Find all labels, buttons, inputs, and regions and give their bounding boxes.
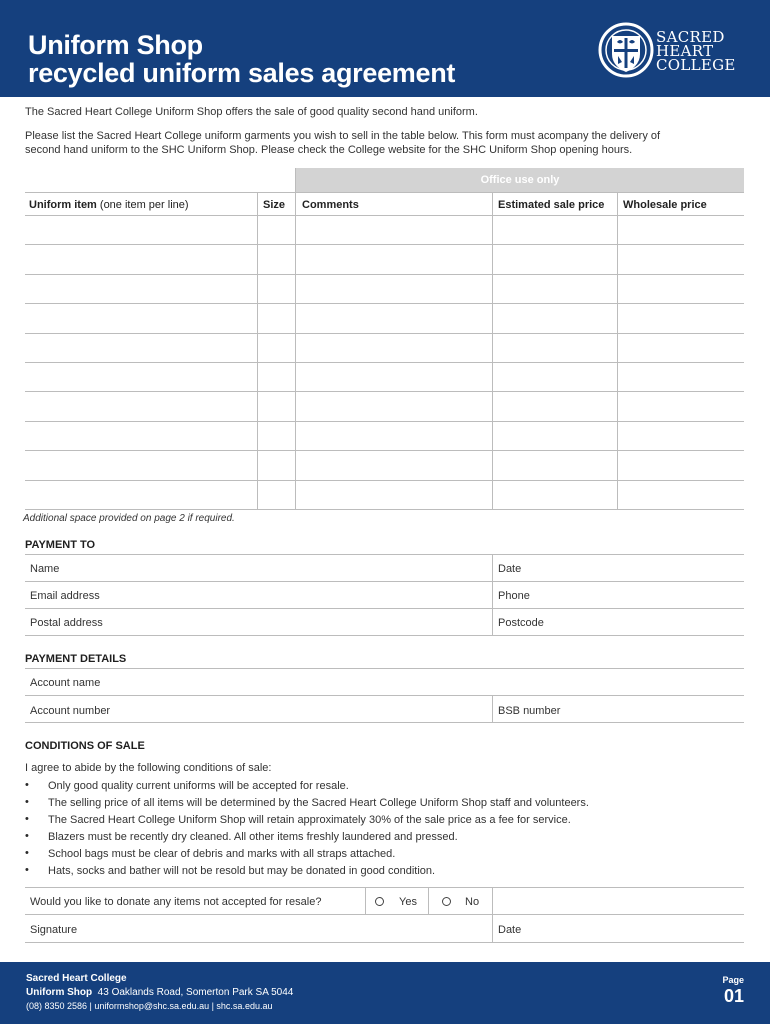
divider [25,722,744,723]
logo-text-heart: HEART [656,42,714,60]
footer-shop-line [26,987,293,998]
conditions-intro: I agree to abide by the following conditions of sale: [25,762,272,774]
footer-shop: Uniform Shop [26,987,93,998]
email-field[interactable]: Email address [30,590,100,602]
table-row[interactable] [25,275,744,303]
postal-address-field[interactable]: Postal address [30,617,103,629]
condition-item: The Sacred Heart College Uniform Shop will retain approximately 30% of the sale price as a fee for service. [48,814,571,826]
divider [428,887,429,914]
donate-question: Would you like to donate any items not accepted for resale? [30,896,322,908]
college-crest-icon [598,20,654,80]
conditions-heading: CONDITIONS OF SALE [25,740,145,752]
title-line-2: recycled uniform sales agreement [28,58,456,88]
payment-to-heading: PAYMENT TO [25,539,96,551]
table-row[interactable] [25,422,744,450]
intro-line-3: second hand uniform to the SHC Uniform Shop. Please check the College website for the SHC Uniform Shop opening hours. [25,144,633,156]
table-row[interactable] [25,334,744,362]
table-row[interactable] [25,363,744,391]
divider [25,695,744,696]
donate-yes-label: Yes [399,896,417,908]
account-name-field[interactable]: Account name [30,677,101,689]
divider [25,635,744,636]
table-row[interactable] [25,304,744,332]
name-field[interactable]: Name [30,563,60,575]
page-footer [0,962,770,1024]
divider [492,695,493,722]
col-comments: Comments [302,199,359,211]
col-uniform-item-label: Uniform item [29,199,97,211]
divider [492,914,493,942]
table-row[interactable] [25,451,744,479]
office-use-header: Office use only [296,168,744,192]
title-line-1: Uniform Shop [28,30,203,60]
bsb-number-field[interactable]: BSB number [498,705,561,717]
table-row[interactable] [25,216,744,244]
page-header [0,0,770,97]
condition-item: Blazers must be recently dry cleaned. All other items freshly laundered and pressed. [48,831,458,843]
col-uniform-item [29,199,189,211]
donate-yes-radio[interactable] [375,897,384,906]
condition-item: Only good quality current uniforms will be accepted for resale. [48,780,349,792]
additional-space-note: Additional space provided on page 2 if required. [23,513,235,524]
signature-field[interactable]: Signature [30,924,78,936]
college-logo [598,20,736,82]
table-row[interactable] [25,392,744,420]
payment-details-heading: PAYMENT DETAILS [25,653,127,665]
bullet-icon: • [25,779,29,791]
date-field[interactable]: Date [498,563,522,575]
table-row[interactable] [25,481,744,509]
divider [492,554,493,635]
divider [25,887,744,888]
divider [25,914,744,915]
logo-text-college: COLLEGE [656,56,736,74]
divider [365,887,366,914]
divider [25,942,744,943]
divider [25,581,744,582]
account-number-field[interactable]: Account number [30,705,111,717]
condition-item: Hats, socks and bather will not be resold but may be donated in good condition. [48,865,436,877]
footer-college: Sacred Heart College [26,973,127,984]
intro-line-2: Please list the Sacred Heart College uniform garments you wish to sell in the table below. This form must acompany the delivery of [25,130,661,142]
intro-line-1: The Sacred Heart College Uniform Shop offers the sale of good quality second hand uniform. [25,106,478,118]
table-row[interactable] [25,245,744,273]
col-uniform-item-note: (one item per line) [96,199,189,211]
footer-contact: (08) 8350 2586 | uniformshop@shc.sa.edu.au | shc.sa.edu.au [26,1001,273,1011]
bullet-icon: • [25,847,29,859]
logo-text-sacred: SACRED [656,28,725,46]
col-wholesale-price: Wholesale price [623,199,707,211]
page-label: Page [722,975,744,985]
col-estimated-price: Estimated sale price [498,199,605,211]
condition-item: The selling price of all items will be determined by the Sacred Heart College Uniform Shop staff and volunteers. [48,797,589,809]
phone-field[interactable]: Phone [498,590,530,602]
table-row-line [25,509,744,510]
divider [25,668,744,669]
signature-date-field[interactable]: Date [498,924,522,936]
divider [25,554,744,555]
page-number: 01 [723,986,744,1006]
bullet-icon: • [25,830,29,842]
donate-no-label: No [465,896,480,908]
divider [492,887,493,914]
bullet-icon: • [25,796,29,808]
bullet-icon: • [25,864,29,876]
donate-no-radio[interactable] [442,897,451,906]
col-size: Size [263,199,286,211]
divider [25,608,744,609]
footer-address: 43 Oaklands Road, Somerton Park SA 5044 [97,987,294,998]
postcode-field[interactable]: Postcode [498,617,544,629]
bullet-icon: • [25,813,29,825]
table-header-line [25,192,744,193]
condition-item: School bags must be clear of debris and marks with all straps attached. [48,848,396,860]
